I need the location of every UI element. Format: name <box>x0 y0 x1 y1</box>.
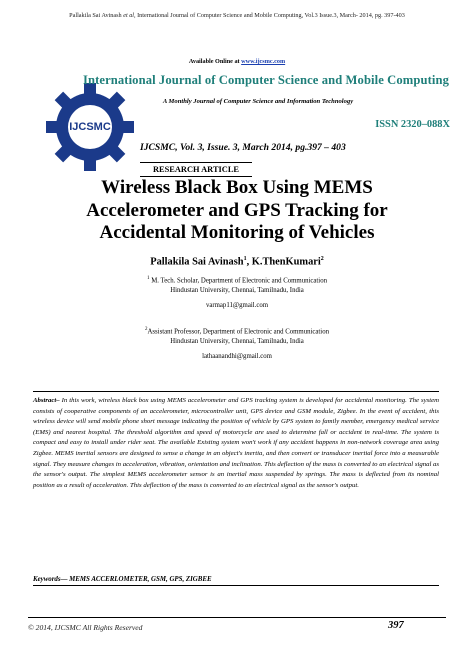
affiliation-1 <box>0 274 474 311</box>
copyright-notice: © 2014, IJCSMC All Rights Reserved <box>28 623 143 632</box>
affiliation-2-email: lathaanandhi@gmail.com <box>202 353 272 361</box>
affiliation-1-mark: 1 <box>147 276 150 281</box>
running-head-authors: Pallakila Sai Avinash <box>69 12 122 19</box>
affiliation-2-mark: 2 <box>144 327 148 332</box>
author-list <box>0 256 474 267</box>
availability-prefix: Available Online at <box>188 58 242 65</box>
abstract <box>33 396 439 491</box>
issn-number: ISSN 2320–088X <box>375 119 450 130</box>
availability-line <box>0 58 474 65</box>
affiliation-2 <box>0 325 474 362</box>
journal-website-link[interactable]: www.ijcsmc.com <box>241 58 286 65</box>
running-head <box>0 12 474 19</box>
abstract-text: In this work, wireless black box using MEMS accelerometer and GPS tracking system is developed for accidental monitoring. The system consists of cooperative components of an accelerometer, microcontroller unit, GPS device and GSM module, Zigbee. In the event of accident, this wireless device will send mobile phone short message indicating the position of vehicle by GPS system to family member, emergency medical service (EMS) and nearest hospital. The threshold algorithm and speed of motorcycle are used to determine fall or accident in real-time. The system is compact and easy to install under rider seat. The available Existing system won't work if any accident happens in non-network coverage area using Zigbee. MEMS inertial sensors are designed to sense a change in an object's inertia, and then convert or transducer inertial force into a measurable signal. They measure changes in acceleration, vibration, orientation and inclination. This deflection of the mass is converted to an electrical signal as the sensor's output. The simplest MEMS accelerometer sensor is an inertial mass suspended by springs. The mass is deflected from its nominal position as a result of acceleration. This deflection of the mass is converted to an electrical signal as the sensor's output. <box>33 397 440 489</box>
journal-logo-graphic <box>38 78 142 176</box>
affiliation-1-institution: Hindustan University, Chennai, Tamilnadu, India <box>170 286 304 294</box>
affiliation-2-dept: Assistant Professor, Department of Electronic and Communication <box>147 328 329 336</box>
journal-subtitle: A Monthly Journal of Computer Science and Information Technology <box>162 98 354 105</box>
affiliation-2-line1 <box>0 325 474 337</box>
affiliation-1-email: varmap11@gmail.com <box>205 302 269 310</box>
author-1-mark: 1 <box>243 256 247 262</box>
affiliation-2-institution: Hindustan University, Chennai, Tamilnadu, India <box>170 337 304 345</box>
article-type-label: RESEARCH ARTICLE <box>140 162 252 177</box>
issue-citation: IJCSMC, Vol. 3, Issue. 3, March 2014, pg.397 – 403 <box>140 142 346 153</box>
journal-logo <box>38 78 142 176</box>
journal-title: International Journal of Computer Science and Mobile Computing <box>83 73 449 87</box>
footer-divider <box>28 617 446 618</box>
author-1: Pallakila Sai Avinash <box>150 256 244 268</box>
paper-title-line: Wireless Black Box Using MEMS <box>101 177 373 198</box>
page-number: 397 <box>388 620 404 631</box>
paper-title-line: Accelerometer and GPS Tracking for <box>86 199 388 221</box>
running-head-citation: , International Journal of Computer Science and Mobile Computing, Vol.3 Issue.3, March- 2014, pg. 397-403 <box>134 12 405 19</box>
author-2-mark: 2 <box>320 256 324 262</box>
logo-text: IJCSMC <box>69 121 111 133</box>
paper-title <box>28 177 446 245</box>
running-head-etal: et al <box>123 12 135 19</box>
paper-title-line: Accidental Monitoring of Vehicles <box>99 222 375 243</box>
author-2: , K.ThenKumari <box>246 256 321 268</box>
abstract-label: Abstract– <box>33 397 60 404</box>
affiliation-1-line1 <box>0 274 474 286</box>
keywords: Keywords— MEMS ACCERLOMETER, GSM, GPS, ZIGBEE <box>33 576 212 583</box>
affiliation-1-dept: M. Tech. Scholar, Department of Electronic and Communication <box>149 277 327 285</box>
